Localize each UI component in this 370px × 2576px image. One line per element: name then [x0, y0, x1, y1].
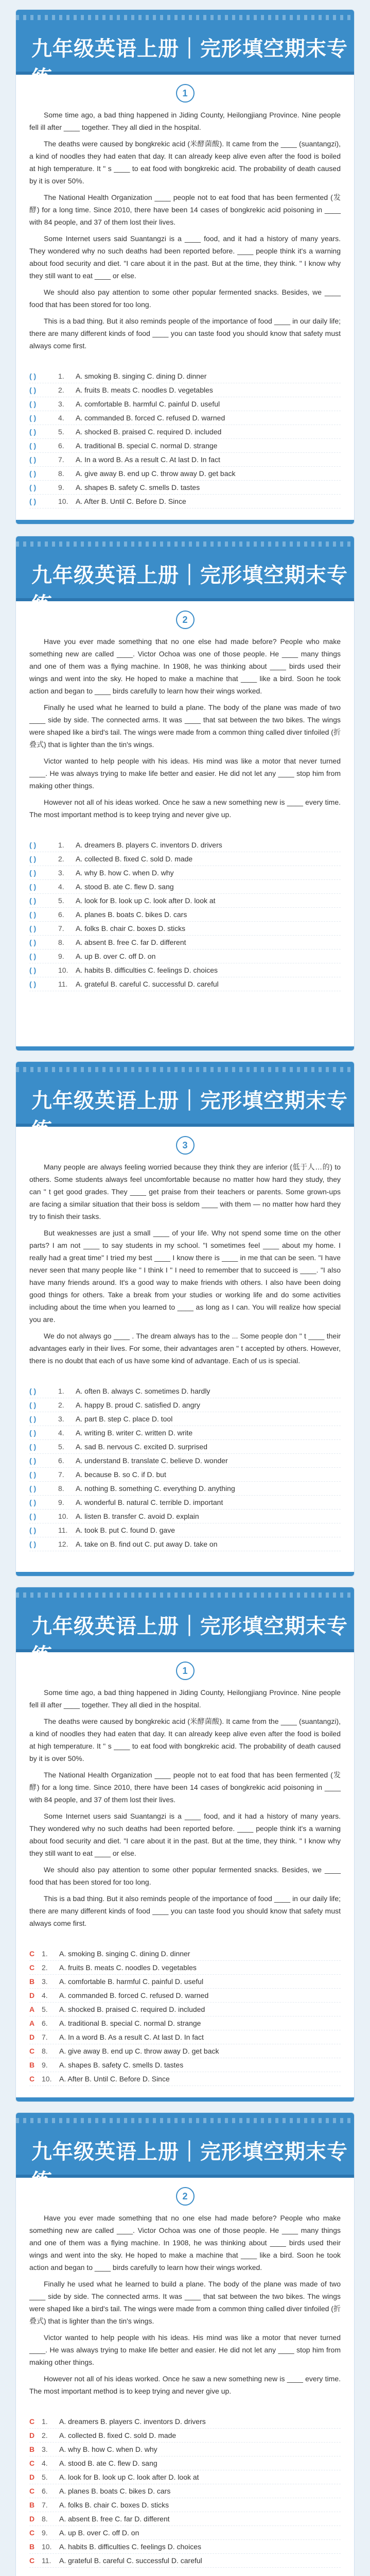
question-number: 3.	[42, 2445, 48, 2453]
question-number: 10.	[42, 2543, 52, 2551]
passage-body	[16, 1161, 354, 1381]
section-footer-stripe	[16, 1572, 354, 1576]
answer-letter: B	[29, 2061, 35, 2069]
question-number: 3.	[58, 400, 64, 408]
question-number: 1.	[58, 372, 64, 380]
answer-bracket: ( )	[29, 938, 37, 946]
passage-paragraph: Victor wanted to help people with his ideas. His mind was like a motor that never turned ____. He was always trying to make life better and easier. He did not let any ____ stop him from making other things.	[29, 757, 341, 790]
question-number: 11.	[58, 1526, 68, 1534]
option-row	[29, 439, 341, 453]
option-row	[29, 1398, 341, 1412]
option-text: A. folks B. chair C. boxes D. sticks	[76, 924, 186, 933]
option-text: A. traditional B. special C. normal D. strange	[76, 442, 218, 450]
option-text: A. fruits B. meats C. noodles D. vegetables	[76, 386, 213, 394]
answer-bracket: ( )	[29, 372, 37, 380]
option-row	[29, 950, 341, 963]
answer-bracket: ( )	[29, 855, 37, 863]
question-number: 4.	[42, 1991, 48, 1999]
answer-letter: B	[29, 2445, 35, 2453]
option-row	[29, 369, 341, 383]
answer-bracket: ( )	[29, 952, 37, 960]
answer-bracket: ( )	[29, 400, 37, 408]
passage-paragraph: Many people are always feeling worried because they think they are inferior (低于人…的) to others. Some students always feel uncomfortable because no matter how hard they study, they can " t get good grades. They ____ get praise from their teachers or parents. Some grown-ups are facing a similar situation that their boss is seldom ____ with them — no matter how hard they try to finish their tasks.	[29, 1163, 341, 1221]
passage-paragraph: The National Health Organization ____ people not to eat food that has been fermented (发酵) for a long time. Since 2010, there have been 14 cases of bongkrekic acid poisoning in ____ with 84 people, and 37 of them lost their lives.	[29, 193, 341, 226]
section-header-banner	[16, 2113, 354, 2193]
option-row	[29, 2512, 341, 2526]
question-number: 6.	[58, 1456, 64, 1465]
option-text: A. look for B. look up C. look after D. look at	[76, 896, 216, 905]
option-row	[29, 838, 341, 852]
question-number: 2.	[42, 1963, 48, 1972]
option-text: A. look for B. look up C. look after D. look at	[59, 2473, 199, 2481]
answer-letter: C	[29, 2047, 35, 2055]
option-text: A. grateful B. careful C. successful D. careful	[76, 980, 219, 988]
question-number: 10.	[58, 497, 68, 505]
answer-bracket: ( )	[29, 442, 37, 450]
option-row	[29, 1510, 341, 1523]
option-text: A. planes B. boats C. bikes D. cars	[76, 910, 187, 919]
option-row	[29, 1468, 341, 1482]
option-row	[29, 411, 341, 425]
question-number: 9.	[58, 1498, 64, 1506]
decorative-dots	[16, 541, 354, 547]
answer-letter: B	[29, 1977, 35, 1986]
question-number: 9.	[58, 483, 64, 492]
option-text: A. In a word B. As a result C. At last D. In fact	[59, 2033, 204, 2041]
answer-bracket: ( )	[29, 980, 37, 988]
question-number: 7.	[42, 2501, 48, 2509]
answer-letter: B	[29, 2501, 35, 2509]
option-text: A. often B. always C. sometimes D. hardly	[76, 1387, 210, 1395]
option-text: A. comfortable B. harmful C. painful D. useful	[76, 400, 220, 408]
option-row	[29, 852, 341, 866]
answer-letter: D	[29, 2473, 35, 2481]
question-number: 6.	[42, 2487, 48, 2495]
answer-bracket: ( )	[29, 1415, 37, 1423]
option-row	[29, 2016, 341, 2030]
answer-bracket: ( )	[29, 1512, 37, 1520]
section-title: 九年级英语上册｜完形填空期末专练	[31, 564, 348, 617]
option-text: A. smoking B. singing C. dining D. dinner	[76, 372, 207, 380]
options-list	[16, 366, 354, 522]
question-number: 3.	[58, 869, 64, 877]
answer-bracket: ( )	[29, 1401, 37, 1409]
option-text: A. commanded B. forced C. refused D. warned	[76, 414, 225, 422]
option-row	[29, 1482, 341, 1496]
option-text: A. After B. Until C. Before D. Since	[76, 497, 186, 505]
passage-paragraph: Have you ever made something that no one else had made before? People who make something new are called ____. Victor Ochoa was one of those people. He ____ many things and one of them was a flying machine. In 1908, he was thinking about ____ birds used their wings and went into the sky. He hoped to make a machine that ____ like a bird. Soon he took action and began to ____ birds carefully to learn how their wings worked.	[29, 2214, 341, 2272]
passage-paragraph: Some time ago, a bad thing happened in Jiding County, Heilongjiang Province. Nine people fell ill after ____ together. They all died in the hospital.	[29, 111, 341, 131]
question-number: 1.	[58, 841, 64, 849]
answer-letter: C	[29, 2075, 35, 2083]
decorative-dots	[16, 1067, 354, 1072]
answer-bracket: ( )	[29, 1443, 37, 1451]
answer-bracket: ( )	[29, 1484, 37, 1493]
option-text: A. commanded B. forced C. refused D. warned	[59, 1991, 209, 1999]
options-list	[16, 2412, 354, 2576]
option-text: A. because B. so C. if D. but	[76, 1470, 166, 1479]
question-number: 11.	[42, 2556, 51, 2565]
option-text: A. writing B. writer C. written D. write	[76, 1429, 193, 1437]
option-text: A. shocked B. praised C. required D. included	[76, 428, 222, 436]
option-row	[29, 977, 341, 991]
answer-bracket: ( )	[29, 1498, 37, 1506]
option-text: A. wonderful B. natural C. terrible D. important	[76, 1498, 223, 1506]
option-text: A. dreamers B. players C. inventors D. drivers	[59, 2417, 206, 2426]
option-text: A. up B. over C. off D. on	[76, 952, 156, 960]
option-row	[29, 2058, 341, 2072]
option-text: A. In a word B. As a result C. At last D. In fact	[76, 455, 220, 464]
question-number: 2.	[58, 855, 64, 863]
option-text: A. sad B. nervous C. excited D. surprised	[76, 1443, 207, 1451]
option-row	[29, 963, 341, 977]
question-number: 2.	[58, 386, 64, 394]
passage-number-badge: 2	[176, 611, 195, 629]
passage-paragraph: Finally he used what he learned to build a plane. The body of the plane was made of two ____ side by side. The connected arms. It was ____ that sat between the two bikes. The wings were shaped like a bird's tail. The wings were made from a common thing called diver tinfoiled (折叠式) that is lighter than the tin's wings.	[29, 703, 341, 749]
option-row	[29, 2470, 341, 2484]
answer-letter: C	[29, 2529, 35, 2537]
question-number: 5.	[58, 428, 64, 436]
option-row	[29, 2540, 341, 2554]
question-number: 5.	[42, 2473, 48, 2481]
option-row	[29, 1426, 341, 1440]
section-title: 九年级英语上册｜完形填空期末专练	[31, 1615, 348, 1668]
option-row	[29, 1975, 341, 1989]
option-text: A. listen B. transfer C. avoid D. explain	[76, 1512, 199, 1520]
question-number: 9.	[42, 2529, 48, 2537]
option-text: A. smoking B. singing C. dining D. dinner	[59, 1950, 190, 1958]
question-number: 4.	[58, 1429, 64, 1437]
option-text: A. why B. how C. when D. why	[59, 2445, 157, 2453]
option-row	[29, 2003, 341, 2016]
option-text: A. shocked B. praised C. required D. included	[59, 2005, 205, 2013]
option-text: A. take on B. find out C. put away D. take on	[76, 1540, 218, 1548]
question-number: 5.	[58, 1443, 64, 1451]
passage-body	[16, 635, 354, 835]
decorative-dots	[16, 15, 354, 20]
passage-paragraph: This is a bad thing. But it also reminds people of the importance of food ____ in our daily life; there are many different kinds of food ____ you can taste food you should know that safety must always come first.	[29, 317, 341, 350]
exercise-section	[15, 1061, 355, 1577]
option-row	[29, 908, 341, 922]
question-number: 8.	[42, 2047, 48, 2055]
answer-bracket: ( )	[29, 483, 37, 492]
option-text: A. up B. over C. off D. on	[59, 2529, 139, 2537]
question-number: 7.	[58, 924, 64, 933]
passage-paragraph: Finally he used what he learned to build a plane. The body of the plane was made of two ____ side by side. The connected arms. It was ____ that sat between the two bikes. The wings were shaped like a bird's tail. The wings were made from a common thing called diver tinfoiled (折叠式) that is lighter than the tin's wings.	[29, 2280, 341, 2325]
answer-bracket: ( )	[29, 469, 37, 478]
option-text: A. absent B. free C. far D. different	[59, 2515, 170, 2523]
question-number: 7.	[42, 2033, 48, 2041]
option-row	[29, 383, 341, 397]
section-header-banner	[16, 536, 354, 617]
option-text: A. absent B. free C. far D. different	[76, 938, 186, 946]
answer-letter: C	[29, 1950, 35, 1958]
question-number: 1.	[42, 1950, 48, 1958]
option-row	[29, 1989, 341, 2003]
options-list	[16, 1381, 354, 1565]
option-row	[29, 425, 341, 439]
passage-paragraph: The deaths were caused by bongkrekic acid (米酵菌酸). It came from the ____ (suantangzi), a kind of noodles they had eaten that day. It can already keep alive even after the food is boiled at high temperature. It " s ____ to eat food with bongkrekic acid. The probability of death caused by it is over 50%.	[29, 140, 341, 185]
option-text: A. dreamers B. players C. inventors D. drivers	[76, 841, 222, 849]
question-number: 4.	[58, 414, 64, 422]
question-number: 9.	[58, 952, 64, 960]
answer-bracket: ( )	[29, 896, 37, 905]
answer-bracket: ( )	[29, 414, 37, 422]
answer-bracket: ( )	[29, 841, 37, 849]
answer-letter: C	[29, 2459, 35, 2467]
answer-letter: C	[29, 2417, 35, 2426]
question-number: 7.	[58, 1470, 64, 1479]
section-footer-stripe	[16, 2097, 354, 2102]
option-text: A. took B. put C. found D. gave	[76, 1526, 175, 1534]
passage-body	[16, 2212, 354, 2412]
exercise-section	[15, 1587, 355, 2102]
question-number: 7.	[58, 455, 64, 464]
question-number: 5.	[42, 2005, 48, 2013]
answer-bracket: ( )	[29, 455, 37, 464]
option-row	[29, 1947, 341, 1961]
option-row	[29, 2415, 341, 2429]
answer-letter: D	[29, 1991, 35, 1999]
question-number: 12.	[58, 1540, 68, 1548]
passage-paragraph: Some Internet users said Suantangzi is a ____ food, and it had a history of many years. They wondered why no such deaths had been reported before. ____ people think it's a warning about food security and diet. "I care about it in the past. But at the time, they think. " I know why they still want to eat ____ or else.	[29, 234, 341, 280]
option-text: A. traditional B. special C. normal D. strange	[59, 2019, 201, 2027]
option-text: A. shapes B. safety C. smells D. tastes	[59, 2061, 184, 2069]
option-row	[29, 922, 341, 936]
option-text: A. understand B. translate C. believe D. wonder	[76, 1456, 228, 1465]
option-text: A. habits B. difficulties C. feelings D. choices	[59, 2543, 201, 2551]
question-number: 4.	[42, 2459, 48, 2467]
exercise-section	[15, 2112, 355, 2576]
answer-bracket: ( )	[29, 1540, 37, 1548]
question-number: 3.	[58, 1415, 64, 1423]
option-row	[29, 936, 341, 950]
question-number: 5.	[58, 896, 64, 905]
answer-letter: D	[29, 2515, 35, 2523]
passage-paragraph: But weaknesses are just a small ____ of your life. Why not spend some time on the other parts? I am not ____ to say students in my school. "I sometimes feel ____ about my home. I really had a great time" I tried my best ____ I know there is ____ in me that can be seen. "I have never seen that many people like " I think I " I need to remember that to succeed is ____. "I also have many friends around. It's a good way to make friends with others. I also have been doing good things for others. Take a break from your studies or working life and do some activities including about the time when you learned to ____ as long as I can. You will realize how special you are.	[29, 1229, 341, 1324]
option-text: A. shapes B. safety C. smells D. tastes	[76, 483, 200, 492]
answer-letter: D	[29, 2033, 35, 2041]
decorative-dots	[16, 2118, 354, 2123]
option-text: A. collected B. fixed C. sold D. made	[59, 2431, 177, 2439]
option-row	[29, 1412, 341, 1426]
option-row	[29, 1384, 341, 1398]
option-text: A. collected B. fixed C. sold D. made	[76, 855, 193, 863]
passage-number-badge: 1	[176, 84, 195, 103]
question-number: 6.	[58, 910, 64, 919]
answer-bracket: ( )	[29, 1470, 37, 1479]
answer-bracket: ( )	[29, 966, 37, 974]
option-text: A. habits B. difficulties C. feelings D. choices	[76, 966, 218, 974]
exercise-section	[15, 536, 355, 1051]
exercise-section	[15, 9, 355, 524]
option-row	[29, 2429, 341, 2443]
option-text: A. planes B. boats C. bikes D. cars	[59, 2487, 171, 2495]
question-number: 4.	[58, 883, 64, 891]
passage-paragraph: We do not always go ____ . The dream always has to the ... Some people don " t ____ their advantages early in their lives. For some, their advantages aren " t accepted by others. However, there is no doubt that each of us have some kind of advantage. Each of us is special.	[29, 1332, 341, 1365]
passage-paragraph: Some Internet users said Suantangzi is a ____ food, and it had a history of many years. They wondered why no such deaths had been reported before. ____ people think it's a warning about food security and diet. "I care about it in the past. But at the time, they think. " I know why they still want to eat ____ or else.	[29, 1812, 341, 1857]
passage-paragraph: The deaths were caused by bongkrekic acid (米酵菌酸). It came from the ____ (suantangzi), a kind of noodles they had eaten that day. It can already keep alive even after the food is boiled at high temperature. It " s ____ to eat food with bongkrekic acid. The probability of death caused by it is over 50%.	[29, 1717, 341, 1762]
passage-body	[16, 1686, 354, 1944]
question-number: 8.	[58, 1484, 64, 1493]
section-footer-stripe	[16, 1046, 354, 1050]
section-title: 九年级英语上册｜完形填空期末专练	[31, 1089, 348, 1142]
passage-paragraph: Some time ago, a bad thing happened in Jiding County, Heilongjiang Province. Nine people fell ill after ____ together. They all died in the hospital.	[29, 1688, 341, 1709]
option-text: A. folks B. chair C. boxes D. sticks	[59, 2501, 169, 2509]
option-row	[29, 481, 341, 495]
question-number: 8.	[42, 2515, 48, 2523]
answer-letter: C	[29, 1963, 35, 1972]
question-number: 6.	[58, 442, 64, 450]
option-text: A. stood B. ate C. flew D. sang	[76, 883, 174, 891]
option-row	[29, 1496, 341, 1510]
option-row	[29, 1961, 341, 1975]
option-text: A. stood B. ate C. flew D. sang	[59, 2459, 157, 2467]
answer-bracket: ( )	[29, 1456, 37, 1465]
answer-letter: A	[29, 2019, 35, 2027]
option-row	[29, 2526, 341, 2540]
question-number: 8.	[58, 469, 64, 478]
option-text: A. grateful B. careful C. successful D. careful	[59, 2556, 202, 2565]
answer-bracket: ( )	[29, 1387, 37, 1395]
option-text: A. comfortable B. harmful C. painful D. useful	[59, 1977, 204, 1986]
question-number: 1.	[58, 1387, 64, 1395]
answer-bracket: ( )	[29, 869, 37, 877]
option-text: A. After B. Until C. Before D. Since	[59, 2075, 170, 2083]
answer-bracket: ( )	[29, 497, 37, 505]
question-number: 2.	[58, 1401, 64, 1409]
section-header-banner	[16, 1062, 354, 1142]
option-row	[29, 2484, 341, 2498]
decorative-dots	[16, 1592, 354, 1598]
option-row	[29, 495, 341, 509]
option-row	[29, 2443, 341, 2456]
question-number: 8.	[58, 938, 64, 946]
passage-paragraph: However not all of his ideas worked. Once he saw a new something new is ____ every time. The most important method is to keep trying and never give up.	[29, 798, 341, 819]
answer-bracket: ( )	[29, 924, 37, 933]
passage-paragraph: The National Health Organization ____ people not to eat food that has been fermented (发酵) for a long time. Since 2010, there have been 14 cases of bongkrekic acid poisoning in ____ with 84 people, and 37 of them lost their lives.	[29, 1771, 341, 1804]
section-header-banner	[16, 1587, 354, 1668]
answer-bracket: ( )	[29, 910, 37, 919]
option-text: A. happy B. proud C. satisfied D. angry	[76, 1401, 201, 1409]
answer-letter: B	[29, 2543, 35, 2551]
option-row	[29, 2030, 341, 2044]
option-row	[29, 1537, 341, 1551]
question-number: 10.	[58, 966, 68, 974]
options-list	[16, 835, 354, 1005]
passage-body	[16, 109, 354, 366]
section-footer-stripe	[16, 520, 354, 524]
answer-bracket: ( )	[29, 883, 37, 891]
answer-letter: C	[29, 2487, 35, 2495]
question-number: 10.	[42, 2075, 52, 2083]
option-row	[29, 2044, 341, 2058]
section-title: 九年级英语上册｜完形填空期末专练	[31, 2140, 348, 2193]
section-header-banner	[16, 10, 354, 90]
answer-letter: A	[29, 2005, 35, 2013]
option-row	[29, 1440, 341, 1454]
option-row	[29, 467, 341, 481]
option-row	[29, 2554, 341, 2568]
question-number: 2.	[42, 2431, 48, 2439]
passage-paragraph: However not all of his ideas worked. Once he saw a new something new is ____ every time. The most important method is to keep trying and never give up.	[29, 2375, 341, 2395]
option-text: A. give away B. end up C. throw away D. get back	[59, 2047, 219, 2055]
answer-bracket: ( )	[29, 1429, 37, 1437]
answer-letter: C	[29, 2556, 35, 2565]
passage-paragraph: We should also pay attention to some other popular fermented snacks. Besides, we ____ food that has been stored for too long.	[29, 1866, 341, 1886]
option-row	[29, 894, 341, 908]
option-row	[29, 2456, 341, 2470]
passage-paragraph: We should also pay attention to some other popular fermented snacks. Besides, we ____ food that has been stored for too long.	[29, 288, 341, 309]
option-text: A. why B. how C. when D. why	[76, 869, 174, 877]
answer-letter: D	[29, 2431, 35, 2439]
question-number: 9.	[42, 2061, 48, 2069]
option-row	[29, 2498, 341, 2512]
question-number: 11.	[58, 980, 68, 988]
option-row	[29, 397, 341, 411]
option-row	[29, 880, 341, 894]
option-row	[29, 2072, 341, 2086]
question-number: 6.	[42, 2019, 48, 2027]
options-list	[16, 1944, 354, 2099]
passage-paragraph: This is a bad thing. But it also reminds people of the importance of food ____ in our daily life; there are many different kinds of food ____ you can taste food you should know that safety must always come first.	[29, 1894, 341, 1927]
option-text: A. nothing B. something C. everything D. anything	[76, 1484, 235, 1493]
question-number: 10.	[58, 1512, 68, 1520]
answer-bracket: ( )	[29, 1526, 37, 1534]
passage-number-badge: 3	[176, 1136, 195, 1155]
section-title: 九年级英语上册｜完形填空期末专练	[31, 37, 348, 90]
question-number: 1.	[42, 2417, 48, 2426]
passage-paragraph: Have you ever made something that no one else had made before? People who make something new are called ____. Victor Ochoa was one of those people. He ____ many things and one of them was a flying machine. In 1908, he was thinking about ____ birds used their wings and went into the sky. He hoped to make a machine that ____ like a bird. Soon he took action and began to ____ birds carefully to learn how their wings worked.	[29, 637, 341, 695]
option-text: A. fruits B. meats C. noodles D. vegetables	[59, 1963, 197, 1972]
passage-paragraph: Victor wanted to help people with his ideas. His mind was like a motor that never turned ____. He was always trying to make life better and easier. He did not let any ____ stop him from making other things.	[29, 2333, 341, 2366]
option-text: A. part B. step C. place D. tool	[76, 1415, 173, 1423]
option-row	[29, 1523, 341, 1537]
answer-bracket: ( )	[29, 386, 37, 394]
option-row	[29, 866, 341, 880]
passage-number-badge: 2	[176, 2187, 195, 2206]
option-text: A. give away B. end up C. throw away D. get back	[76, 469, 236, 478]
question-number: 3.	[42, 1977, 48, 1986]
option-row	[29, 1454, 341, 1468]
passage-number-badge: 1	[176, 1662, 195, 1680]
answer-bracket: ( )	[29, 428, 37, 436]
option-row	[29, 453, 341, 467]
